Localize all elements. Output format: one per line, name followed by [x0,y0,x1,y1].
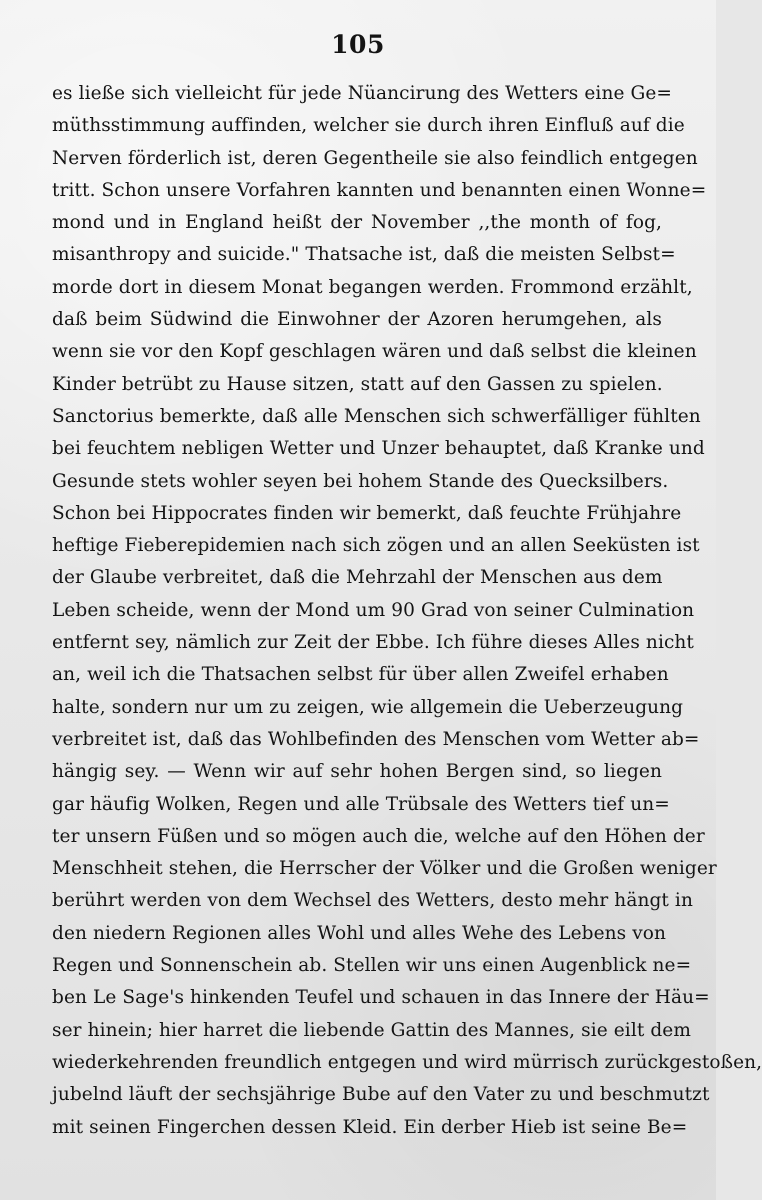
text-line: entfernt sey, nämlich zur Zeit der Ebbe. Ich führe dieses Alles nicht [52,632,694,654]
text-line: jubelnd läuft der sechsjährige Bube auf den Vater zu und beschmutzt [52,1084,710,1106]
text-line: müthsstimmung auffinden, welcher sie durch ihren Einfluß auf die [52,115,685,137]
text-line: hängig sey. — Wenn wir auf sehr hohen Bergen sind, so liegen [52,761,662,783]
text-line: Leben scheide, wenn der Mond um 90 Grad von seiner Culmination [52,599,695,621]
text-line: mond und in England heißt der November ,,the month of fog, [52,212,662,234]
text-line: wenn sie vor den Kopf geschlagen wären und daß selbst die kleinen [52,341,697,363]
text-line: halte, sondern nur um zu zeigen, wie allgemein die Ueberzeugung [52,696,684,718]
text-line: Menschheit stehen, die Herrscher der Völker und die Großen weniger [52,858,717,880]
text-line: berührt werden von dem Wechsel des Wetters, desto mehr hängt in [52,890,693,912]
text-line: bei feuchtem nebligen Wetter und Unzer behauptet, daß Kranke und [52,438,705,460]
text-line: gar häufig Wolken, Regen und alle Trübsale des Wetters tief un= [52,793,670,815]
text-line: wiederkehrenden freundlich entgegen und wird mürrisch zurückgestoßen, [52,1051,762,1073]
body-text [52,78,762,1144]
text-line: morde dort in diesem Monat begangen werden. Frommond erzählt, [52,276,693,298]
text-line: Schon bei Hippocrates finden wir bemerkt, daß feuchte Frühjahre [52,502,682,524]
text-line: misanthropy and suicide." Thatsache ist, daß die meisten Selbst= [52,244,676,266]
text-line: Kinder betrübt zu Hause sitzen, statt auf den Gassen zu spielen. [52,373,663,395]
text-line: den niedern Regionen alles Wohl und alles Wehe des Lebens von [52,922,667,944]
text-line: tritt. Schon unsere Vorfahren kannten und benannten einen Wonne= [52,179,707,201]
text-line: mit seinen Fingerchen dessen Kleid. Ein derber Hieb ist seine Be= [52,1116,688,1138]
text-line: ser hinein; hier harret die liebende Gattin des Mannes, sie eilt dem [52,1019,691,1041]
text-line: Regen und Sonnenschein ab. Stellen wir uns einen Augenblick ne= [52,955,692,977]
text-line: Sanctorius bemerkte, daß alle Menschen sich schwerfälliger fühlten [52,405,701,427]
text-line: Gesunde stets wohler seyen bei hohem Stande des Quecksilbers. [52,470,669,492]
text-line: Nerven förderlich ist, deren Gegentheile sie also feindlich entgegen [52,147,698,169]
text-line: ben Le Sage's hinkenden Teufel und schauen in das Innere der Häu= [52,987,710,1009]
text-line: daß beim Südwind die Einwohner der Azoren herumgehen, als [52,309,662,331]
text-line: an, weil ich die Thatsachen selbst für über allen Zweifel erhaben [52,664,669,686]
page-number: 105 [331,30,385,59]
text-line: es ließe sich vielleicht für jede Nüancirung des Wetters eine Ge= [52,83,673,104]
text-line: verbreitet ist, daß das Wohlbefinden des Menschen vom Wetter ab= [52,728,700,750]
text-line: heftige Fieberepidemien nach sich zögen und an allen Seeküsten ist [52,535,700,557]
text-line: ter unsern Füßen und so mögen auch die, welche auf den Höhen der [52,825,705,847]
text-line: der Glaube verbreitet, daß die Mehrzahl der Menschen aus dem [52,567,663,589]
